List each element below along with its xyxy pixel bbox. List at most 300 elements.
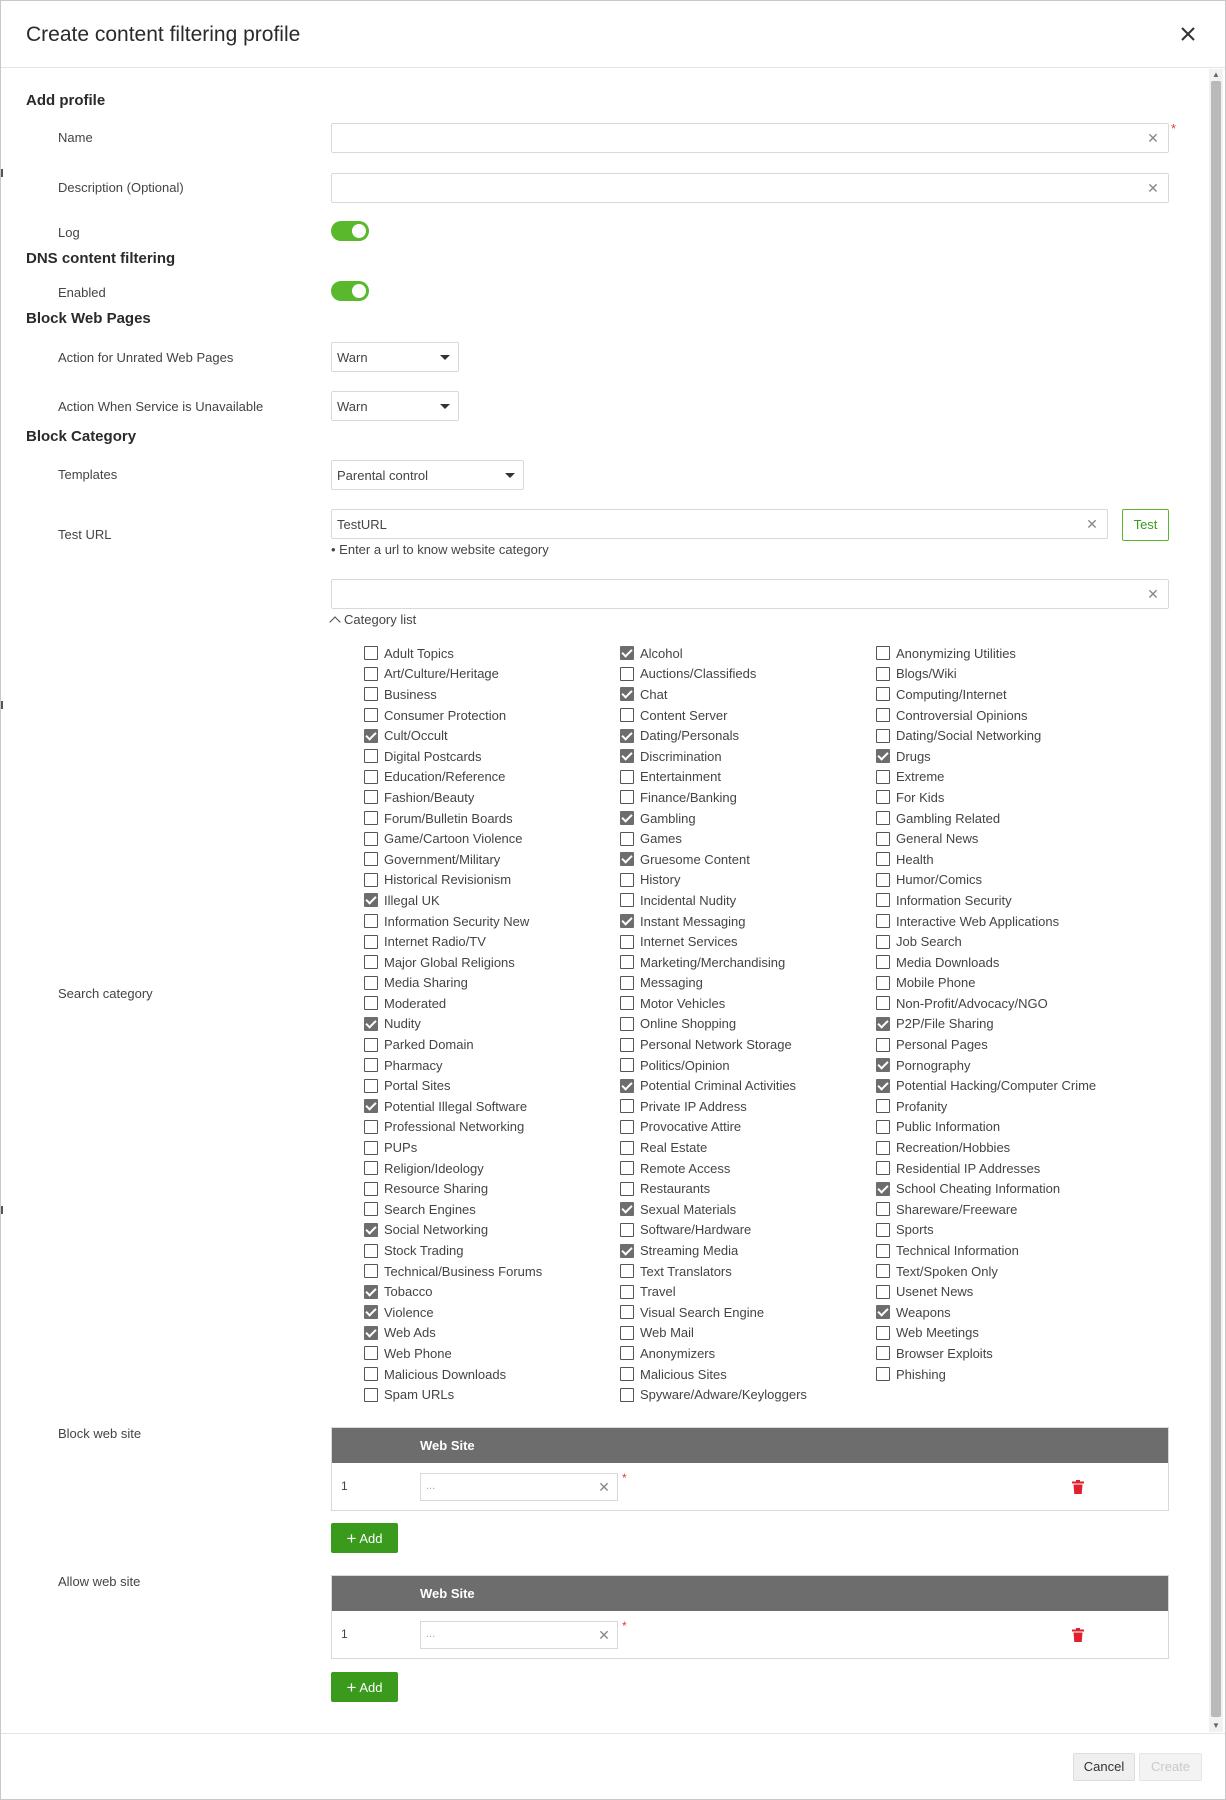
category-checkbox[interactable] (876, 1244, 890, 1258)
category-checkbox[interactable] (364, 1202, 378, 1216)
clear-icon[interactable]: ✕ (1147, 180, 1159, 196)
clear-icon[interactable]: ✕ (1086, 516, 1098, 532)
category-checkbox[interactable] (620, 1058, 634, 1072)
plus-icon: + (346, 1677, 357, 1697)
category-item[interactable] (876, 1343, 1096, 1364)
category-checkbox[interactable] (364, 1017, 378, 1031)
category-item[interactable] (364, 808, 542, 829)
category-checkbox[interactable] (876, 1305, 890, 1319)
category-checkbox[interactable] (620, 1223, 634, 1237)
clear-icon[interactable]: ✕ (598, 1479, 610, 1495)
category-checkbox[interactable] (876, 1285, 890, 1299)
category-item[interactable] (364, 1034, 542, 1055)
category-checkbox[interactable] (876, 1202, 890, 1216)
category-checkbox[interactable] (364, 976, 378, 990)
category-item[interactable] (620, 808, 807, 829)
category-item[interactable] (876, 705, 1096, 726)
scroll-down-icon[interactable]: ▼ (1212, 1721, 1220, 1730)
trash-icon[interactable] (1072, 1480, 1084, 1494)
category-item[interactable] (364, 643, 542, 664)
category-checkbox[interactable] (364, 1161, 378, 1175)
category-item[interactable] (364, 1199, 542, 1220)
category-item[interactable] (620, 684, 807, 705)
category-item[interactable] (876, 1158, 1096, 1179)
vertical-scrollbar[interactable] (1209, 69, 1223, 1732)
category-checkbox[interactable] (620, 1079, 634, 1093)
category-item[interactable] (620, 1034, 807, 1055)
category-item[interactable] (620, 911, 807, 932)
category-checkbox[interactable] (364, 955, 378, 969)
category-item[interactable] (620, 1055, 807, 1076)
category-item[interactable] (876, 1240, 1096, 1261)
category-checkbox[interactable] (876, 996, 890, 1010)
category-item[interactable] (620, 1117, 807, 1138)
category-checkbox[interactable] (876, 811, 890, 825)
category-checkbox[interactable] (876, 1326, 890, 1340)
category-item[interactable] (364, 1261, 542, 1282)
cancel-button[interactable]: Cancel (1073, 1753, 1135, 1781)
category-checkbox[interactable] (876, 646, 890, 660)
category-checkbox[interactable] (364, 893, 378, 907)
category-checkbox[interactable] (620, 893, 634, 907)
category-checkbox[interactable] (364, 1141, 378, 1155)
category-item[interactable] (364, 767, 542, 788)
category-checkbox[interactable] (620, 770, 634, 784)
category-checkbox[interactable] (364, 749, 378, 763)
category-checkbox[interactable] (364, 770, 378, 784)
category-checkbox[interactable] (620, 1346, 634, 1360)
category-item[interactable] (876, 664, 1096, 685)
category-checkbox[interactable] (364, 708, 378, 722)
category-checkbox[interactable] (876, 832, 890, 846)
category-item[interactable] (620, 725, 807, 746)
category-item[interactable] (620, 849, 807, 870)
category-checkbox[interactable] (876, 1161, 890, 1175)
name-input[interactable] (331, 123, 1169, 153)
category-item[interactable] (876, 684, 1096, 705)
category-item[interactable] (364, 890, 542, 911)
category-item[interactable] (876, 787, 1096, 808)
category-checkbox[interactable] (876, 1079, 890, 1093)
category-item[interactable] (876, 1034, 1096, 1055)
category-checkbox[interactable] (876, 1099, 890, 1113)
category-column (876, 643, 1096, 1384)
category-checkbox[interactable] (364, 1038, 378, 1052)
category-checkbox[interactable] (364, 790, 378, 804)
web-site-column-header: Web Site (420, 1438, 475, 1453)
category-item[interactable] (620, 890, 807, 911)
category-checkbox[interactable] (876, 873, 890, 887)
category-item[interactable] (876, 849, 1096, 870)
category-checkbox[interactable] (364, 1264, 378, 1278)
category-item[interactable] (620, 787, 807, 808)
category-item[interactable] (364, 870, 542, 891)
category-label: Computing/Internet (896, 686, 1007, 702)
category-checkbox[interactable] (364, 729, 378, 743)
category-checkbox[interactable] (620, 1202, 634, 1216)
category-item[interactable] (620, 1096, 807, 1117)
category-label: Health (896, 851, 934, 867)
category-label: Sexual Materials (640, 1201, 737, 1217)
category-checkbox[interactable] (876, 1182, 890, 1196)
category-item[interactable] (364, 1178, 542, 1199)
category-item[interactable] (364, 725, 542, 746)
category-checkbox[interactable] (364, 667, 378, 681)
category-label: Humor/Comics (896, 872, 982, 888)
category-checkbox[interactable] (876, 729, 890, 743)
category-item[interactable] (876, 746, 1096, 767)
category-checkbox[interactable] (876, 893, 890, 907)
category-label: Web Phone (384, 1345, 452, 1361)
table-row (332, 1611, 1168, 1658)
category-checkbox[interactable] (364, 811, 378, 825)
category-item[interactable] (876, 643, 1096, 664)
category-checkbox[interactable] (620, 667, 634, 681)
category-item[interactable] (876, 1261, 1096, 1282)
category-item[interactable] (364, 973, 542, 994)
category-item[interactable] (876, 1220, 1096, 1241)
category-item[interactable] (876, 1323, 1096, 1344)
clear-icon[interactable]: ✕ (1147, 586, 1159, 602)
category-item[interactable] (620, 828, 807, 849)
category-checkbox[interactable] (364, 914, 378, 928)
category-label: Usenet News (896, 1284, 974, 1300)
category-label: Recreation/Hobbies (896, 1140, 1011, 1156)
category-checkbox[interactable] (620, 1120, 634, 1134)
category-item[interactable] (364, 1384, 542, 1405)
chevron-up-icon (329, 616, 340, 627)
unrated-action-value: Warn (337, 350, 368, 365)
category-item[interactable] (364, 1364, 542, 1385)
category-checkbox[interactable] (620, 1285, 634, 1299)
category-checkbox[interactable] (876, 935, 890, 949)
close-icon[interactable] (1177, 23, 1199, 45)
category-checkbox[interactable] (364, 1388, 378, 1402)
category-checkbox[interactable] (620, 976, 634, 990)
category-item[interactable] (364, 1343, 542, 1364)
category-checkbox[interactable] (364, 873, 378, 887)
category-checkbox[interactable] (876, 687, 890, 701)
category-checkbox[interactable] (364, 996, 378, 1010)
category-checkbox[interactable] (620, 1244, 634, 1258)
category-checkbox[interactable] (876, 790, 890, 804)
category-label: Media Downloads (896, 954, 1000, 970)
category-column (364, 643, 542, 1405)
category-search-input[interactable] (331, 579, 1169, 609)
category-checkbox[interactable] (620, 708, 634, 722)
test-url-input[interactable] (331, 509, 1108, 539)
category-label: Major Global Religions (384, 954, 515, 970)
category-item[interactable] (876, 1137, 1096, 1158)
category-checkbox[interactable] (364, 1285, 378, 1299)
category-checkbox[interactable] (364, 1346, 378, 1360)
log-toggle[interactable] (331, 221, 369, 241)
category-checkbox[interactable] (620, 955, 634, 969)
templates-select[interactable] (331, 460, 524, 490)
category-checkbox[interactable] (620, 749, 634, 763)
category-checkbox[interactable] (620, 935, 634, 949)
category-item[interactable] (876, 1199, 1096, 1220)
category-item[interactable] (876, 1364, 1096, 1385)
category-label: Technical Information (896, 1243, 1019, 1259)
category-checkbox[interactable] (620, 852, 634, 866)
category-item[interactable] (364, 705, 542, 726)
category-checkbox[interactable] (620, 1264, 634, 1278)
category-item[interactable] (364, 1281, 542, 1302)
create-button[interactable]: Create (1139, 1753, 1202, 1781)
category-checkbox[interactable] (620, 1038, 634, 1052)
category-checkbox[interactable] (364, 852, 378, 866)
category-checkbox[interactable] (620, 1326, 634, 1340)
category-checkbox[interactable] (876, 1223, 890, 1237)
category-label: Violence (384, 1304, 434, 1320)
category-checkbox[interactable] (620, 1161, 634, 1175)
category-label: History (640, 872, 681, 888)
category-item[interactable] (620, 993, 807, 1014)
category-item[interactable] (620, 1220, 807, 1241)
unrated-action-select[interactable] (331, 342, 459, 372)
unavailable-action-select[interactable] (331, 391, 459, 421)
category-checkbox[interactable] (876, 749, 890, 763)
category-checkbox[interactable] (620, 914, 634, 928)
category-item[interactable] (364, 1220, 542, 1241)
category-label: School Cheating Information (896, 1181, 1061, 1197)
scroll-up-icon[interactable]: ▲ (1212, 70, 1220, 79)
dialog-body[interactable] (1, 69, 1225, 1732)
category-checkbox[interactable] (620, 790, 634, 804)
test-button[interactable]: Test (1122, 509, 1169, 541)
category-item[interactable] (364, 1137, 542, 1158)
clear-icon[interactable]: ✕ (598, 1627, 610, 1643)
category-checkbox[interactable] (364, 1305, 378, 1319)
category-item[interactable] (876, 973, 1096, 994)
category-label: Mobile Phone (896, 975, 976, 991)
category-item[interactable] (876, 870, 1096, 891)
category-item[interactable] (620, 952, 807, 973)
chevron-down-icon (440, 404, 450, 409)
category-item[interactable] (620, 1137, 807, 1158)
category-checkbox[interactable] (876, 1017, 890, 1031)
category-label: Games (640, 831, 682, 847)
web-site-input[interactable] (420, 1621, 618, 1649)
category-item[interactable] (876, 1055, 1096, 1076)
search-category-label: Search category (58, 986, 153, 1001)
category-item[interactable] (620, 1281, 807, 1302)
category-checkbox[interactable] (620, 1388, 634, 1402)
category-item[interactable] (876, 911, 1096, 932)
category-label: Media Sharing (384, 975, 468, 991)
category-item[interactable] (876, 1075, 1096, 1096)
category-item[interactable] (876, 1014, 1096, 1035)
category-checkbox[interactable] (876, 1346, 890, 1360)
category-checkbox[interactable] (876, 1264, 890, 1278)
category-checkbox[interactable] (364, 646, 378, 660)
category-list-toggle[interactable] (331, 612, 416, 627)
category-label: Politics/Opinion (640, 1057, 730, 1073)
dns-enabled-toggle[interactable] (331, 281, 369, 301)
unavailable-action-label: Action When Service is Unavailable (58, 399, 264, 414)
category-item[interactable] (620, 643, 807, 664)
category-checkbox[interactable] (876, 1120, 890, 1134)
category-item[interactable] (620, 870, 807, 891)
category-item[interactable] (364, 1323, 542, 1344)
category-checkbox[interactable] (364, 1182, 378, 1196)
category-item[interactable] (364, 1096, 542, 1117)
plus-icon: + (346, 1528, 357, 1548)
category-label: Provocative Attire (640, 1119, 742, 1135)
category-checkbox[interactable] (876, 667, 890, 681)
category-item[interactable] (620, 1261, 807, 1282)
category-checkbox[interactable] (876, 914, 890, 928)
category-checkbox[interactable] (364, 1120, 378, 1134)
scroll-thumb[interactable] (1211, 81, 1221, 1717)
category-label: Shareware/Freeware (896, 1201, 1018, 1217)
category-label: For Kids (896, 789, 945, 805)
block-web-site-add-button[interactable] (331, 1523, 398, 1553)
category-item[interactable] (620, 1075, 807, 1096)
category-checkbox[interactable] (620, 811, 634, 825)
trash-icon[interactable] (1072, 1628, 1084, 1642)
category-checkbox[interactable] (364, 1223, 378, 1237)
category-checkbox[interactable] (620, 1367, 634, 1381)
category-checkbox[interactable] (876, 1058, 890, 1072)
category-item[interactable] (364, 746, 542, 767)
category-item[interactable] (620, 705, 807, 726)
category-checkbox[interactable] (876, 1038, 890, 1052)
category-checkbox[interactable] (364, 687, 378, 701)
category-item[interactable] (364, 1055, 542, 1076)
clear-icon[interactable]: ✕ (1147, 130, 1159, 146)
category-item[interactable] (876, 931, 1096, 952)
category-item[interactable] (364, 1117, 542, 1138)
category-item[interactable] (364, 664, 542, 685)
category-checkbox[interactable] (364, 1079, 378, 1093)
category-item[interactable] (364, 1240, 542, 1261)
category-label: Portal Sites (384, 1078, 451, 1094)
category-checkbox[interactable] (876, 708, 890, 722)
category-item[interactable] (364, 684, 542, 705)
category-item[interactable] (620, 664, 807, 685)
category-checkbox[interactable] (876, 976, 890, 990)
category-item[interactable] (876, 1096, 1096, 1117)
category-item[interactable] (620, 1364, 807, 1385)
description-input[interactable] (331, 173, 1169, 203)
category-item[interactable] (364, 931, 542, 952)
category-item[interactable] (620, 931, 807, 952)
category-checkbox[interactable] (364, 1099, 378, 1113)
category-checkbox[interactable] (364, 1244, 378, 1258)
category-checkbox[interactable] (620, 687, 634, 701)
category-item[interactable] (364, 849, 542, 870)
name-label: Name (58, 130, 93, 145)
category-item[interactable] (620, 746, 807, 767)
category-item[interactable] (620, 1323, 807, 1344)
category-item[interactable] (620, 1302, 807, 1323)
category-item[interactable] (364, 1302, 542, 1323)
dialog-title: Create content filtering profile (26, 23, 301, 46)
category-item[interactable] (876, 828, 1096, 849)
category-checkbox[interactable] (364, 1367, 378, 1381)
category-item[interactable] (620, 1240, 807, 1261)
category-item[interactable] (876, 1178, 1096, 1199)
category-item[interactable] (876, 1117, 1096, 1138)
web-site-input[interactable] (420, 1473, 618, 1501)
category-label: Profanity (896, 1098, 948, 1114)
category-checkbox[interactable] (876, 852, 890, 866)
category-label: Tobacco (384, 1284, 433, 1300)
category-checkbox[interactable] (620, 1017, 634, 1031)
category-label: Motor Vehicles (640, 995, 726, 1011)
category-checkbox[interactable] (620, 832, 634, 846)
category-checkbox[interactable] (620, 1141, 634, 1155)
category-checkbox[interactable] (876, 1367, 890, 1381)
category-checkbox[interactable] (364, 935, 378, 949)
category-item[interactable] (364, 1075, 542, 1096)
description-label: Description (Optional) (58, 180, 184, 195)
category-label: Interactive Web Applications (896, 913, 1060, 929)
allow-web-site-add-button[interactable] (331, 1672, 398, 1702)
category-item[interactable] (876, 1281, 1096, 1302)
category-item[interactable] (620, 973, 807, 994)
category-checkbox[interactable] (620, 729, 634, 743)
category-item[interactable] (364, 911, 542, 932)
category-item[interactable] (364, 1158, 542, 1179)
category-label: Stock Trading (384, 1243, 464, 1259)
category-item[interactable] (876, 890, 1096, 911)
category-item[interactable] (876, 993, 1096, 1014)
category-item[interactable] (876, 952, 1096, 973)
category-item[interactable] (620, 1384, 807, 1405)
category-item[interactable] (876, 808, 1096, 829)
category-item[interactable] (620, 767, 807, 788)
category-label: Gruesome Content (640, 851, 750, 867)
category-item[interactable] (620, 1158, 807, 1179)
category-checkbox[interactable] (620, 646, 634, 660)
category-label: Moderated (384, 995, 447, 1011)
category-label: Messaging (640, 975, 703, 991)
category-item[interactable] (364, 787, 542, 808)
category-checkbox[interactable] (876, 955, 890, 969)
category-item[interactable] (364, 1014, 542, 1035)
chevron-down-icon (505, 473, 515, 478)
category-checkbox[interactable] (620, 1305, 634, 1319)
category-item[interactable] (876, 767, 1096, 788)
category-checkbox[interactable] (876, 1141, 890, 1155)
category-item[interactable] (620, 1014, 807, 1035)
category-label: Personal Pages (896, 1037, 988, 1053)
category-checkbox[interactable] (620, 1099, 634, 1113)
category-item[interactable] (364, 828, 542, 849)
category-label: Search Engines (384, 1201, 476, 1217)
category-checkbox[interactable] (620, 996, 634, 1010)
category-checkbox[interactable] (364, 1058, 378, 1072)
category-item[interactable] (876, 1302, 1096, 1323)
category-checkbox[interactable] (364, 832, 378, 846)
category-label: Nudity (384, 1016, 421, 1032)
category-checkbox[interactable] (620, 1182, 634, 1196)
category-checkbox[interactable] (364, 1326, 378, 1340)
category-item[interactable] (364, 993, 542, 1014)
category-checkbox[interactable] (876, 770, 890, 784)
category-item[interactable] (620, 1178, 807, 1199)
category-label: Travel (640, 1284, 676, 1300)
category-checkbox[interactable] (620, 873, 634, 887)
category-item[interactable] (620, 1343, 807, 1364)
category-item[interactable] (620, 1199, 807, 1220)
category-item[interactable] (876, 725, 1096, 746)
category-item[interactable] (364, 952, 542, 973)
row-index: 1 (341, 1479, 348, 1493)
